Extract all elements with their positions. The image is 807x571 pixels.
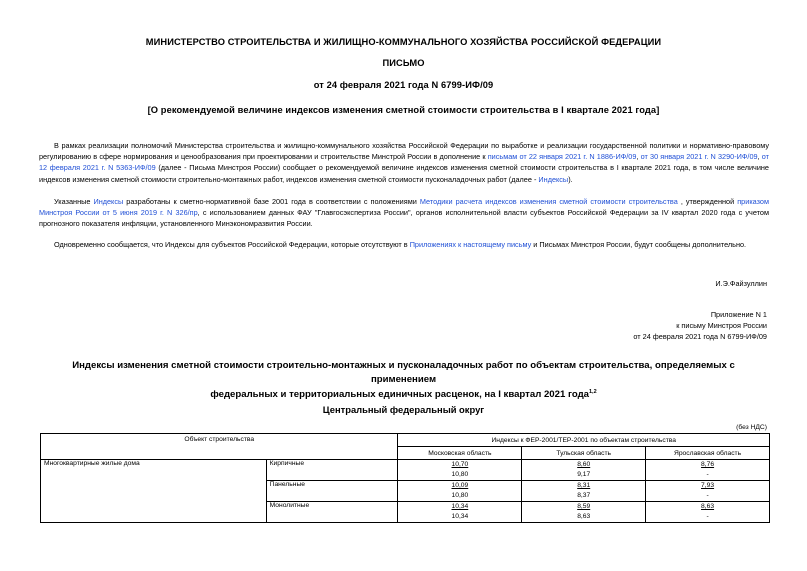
p1-sep: , <box>636 152 641 162</box>
p1-text: В рамках реализации полномочий Министерства строительства и жилищно-коммунального хозяйства Российской Федерации по выработке и реализации государственной политики и нормативно-правовому регулированию в сфере нормирования и ценообразования при проектировании и строительстве Минстрой России в дополнение к <box>39 141 769 162</box>
annex-title-line-1: Индексы изменения сметной стоимости строительно-монтажных и пусконаладочных работ по объектам строительства, определяемых с применением <box>72 360 735 385</box>
header-indices: Индексы к ФЕР-2001/ТЕР-2001 по объектам строительства <box>398 434 770 447</box>
p1-end: ). <box>568 174 573 184</box>
value-cell <box>522 502 646 523</box>
index-value: 8,59 <box>577 503 591 510</box>
index-value: 8,76 <box>701 461 715 468</box>
index-value: 10,80 <box>451 471 469 478</box>
header-region-moscow: Московская область <box>398 447 522 460</box>
index-value: - <box>706 471 709 478</box>
vat-note: (без НДС) <box>736 424 767 431</box>
value-cell <box>522 460 646 481</box>
index-value: 8,63 <box>701 503 715 510</box>
header-region-yaroslavl: Ярославская область <box>646 447 770 460</box>
annex-title <box>40 359 767 402</box>
indices-link[interactable]: Индексы <box>538 174 569 184</box>
annex-block <box>633 310 767 342</box>
value-cell <box>646 481 770 502</box>
doc-subject: [О рекомендуемой величине индексов изменения сметной стоимости строительства в I квартале 2021 года] <box>147 105 660 115</box>
index-value: 10,34 <box>451 513 469 520</box>
header-region-tula: Тульская область <box>522 447 646 460</box>
value-cell <box>522 481 646 502</box>
category-cell: Многоквартирные жилые дома <box>41 460 267 523</box>
annex-to: к письму Минстроя России <box>676 320 767 330</box>
paragraph-2 <box>39 196 769 230</box>
index-value: 8,37 <box>577 492 591 499</box>
p1-text-2: (далее - Письма Минстроя России) сообщает о рекомендуемой величине индексов изменения сметной стоимости строительства в I квартале 2021 года, в том числе величине индексов изменения сметной стоимости строительно-монтажных работ, индексов изменения сметной стоимости пусконаладочных работ (далее - <box>39 163 769 184</box>
index-value: 7,93 <box>701 482 715 489</box>
p1-sep2: , <box>757 152 762 162</box>
doc-type: ПИСЬМО <box>382 58 425 68</box>
index-value: 10,70 <box>451 461 469 468</box>
index-value: 8,63 <box>577 513 591 520</box>
index-value: 10,80 <box>451 492 469 499</box>
p3-text-2: и Письмах Минстроя России, будут сообщены дополнительно. <box>531 240 747 249</box>
methodology-link[interactable]: Методики расчета индексов изменения сметной стоимости строительства <box>419 197 678 206</box>
table-row <box>41 460 770 481</box>
index-value: 10,09 <box>451 482 469 489</box>
indices-table <box>40 433 770 523</box>
p2-text-4: , с использованием данных ФАУ "Главгосэкспертиза России", органов исполнительной власти субъектов Российской Федерации за IV квартал 2020 года с учетом прогнозного показателя инфляции, установленного Минэкономразвития России. <box>39 208 769 229</box>
p2-text-2: разработаны к сметно-нормативной базе 2001 года в соответствии с положениями <box>123 197 420 206</box>
index-value: 8,60 <box>577 461 591 468</box>
building-type: Монолитные <box>266 502 398 523</box>
letter-link-3290[interactable]: от 30 января 2021 г. N 3290-ИФ/09 <box>640 152 758 162</box>
annexes-link[interactable]: Приложениях к настоящему письму <box>409 240 532 249</box>
index-value: 8,31 <box>577 482 591 489</box>
value-cell <box>646 460 770 481</box>
index-value: 9,17 <box>577 471 591 478</box>
p2-text: Указанные <box>54 197 94 206</box>
value-cell <box>398 460 522 481</box>
annex-label: Приложение N 1 <box>710 310 767 319</box>
building-type: Кирпичные <box>266 460 398 481</box>
annex-title-line-2: федеральных и территориальных единичных расценок, на I квартал 2021 года <box>210 389 589 401</box>
value-cell <box>398 481 522 502</box>
order-link[interactable]: приказом Минстроя России от 5 июня 2019 г. N 326/пр <box>39 197 769 218</box>
header-object: Объект строительства <box>41 434 398 460</box>
letter-link-1886[interactable]: письмам от 22 января 2021 г. N 1886-ИФ/09 <box>487 152 637 162</box>
annex-date: от 24 февраля 2021 года N 6799-ИФ/09 <box>633 331 767 341</box>
ministry-title: МИНИСТЕРСТВО СТРОИТЕЛЬСТВА И ЖИЛИЩНО-КОММУНАЛЬНОГО ХОЗЯЙСТВА РОССИЙСКОЙ ФЕДЕРАЦИИ <box>145 37 662 47</box>
paragraph-1 <box>39 140 769 185</box>
index-value: - <box>706 513 709 520</box>
index-value: - <box>706 492 709 499</box>
signature: И.Э.Файзуллин <box>715 279 767 288</box>
indices-link-2[interactable]: Индексы <box>93 197 124 206</box>
paragraph-3 <box>39 239 769 250</box>
building-type: Панельные <box>266 481 398 502</box>
doc-date-number: от 24 февраля 2021 года N 6799-ИФ/09 <box>313 80 494 90</box>
p3-text: Одновременно сообщается, что Индексы для субъектов Российской Федерации, которые отсутствуют в <box>54 240 410 249</box>
letter-link-5363[interactable]: от 12 февраля 2021 г. N 5363-ИФ/09 <box>39 152 769 173</box>
federal-district: Центральный федеральный округ <box>322 404 485 415</box>
value-cell <box>398 502 522 523</box>
p2-text-3: , утвержденной <box>677 197 738 206</box>
footnote-ref[interactable]: 1,2 <box>589 389 597 395</box>
index-value: 10,34 <box>451 503 469 510</box>
value-cell <box>646 502 770 523</box>
